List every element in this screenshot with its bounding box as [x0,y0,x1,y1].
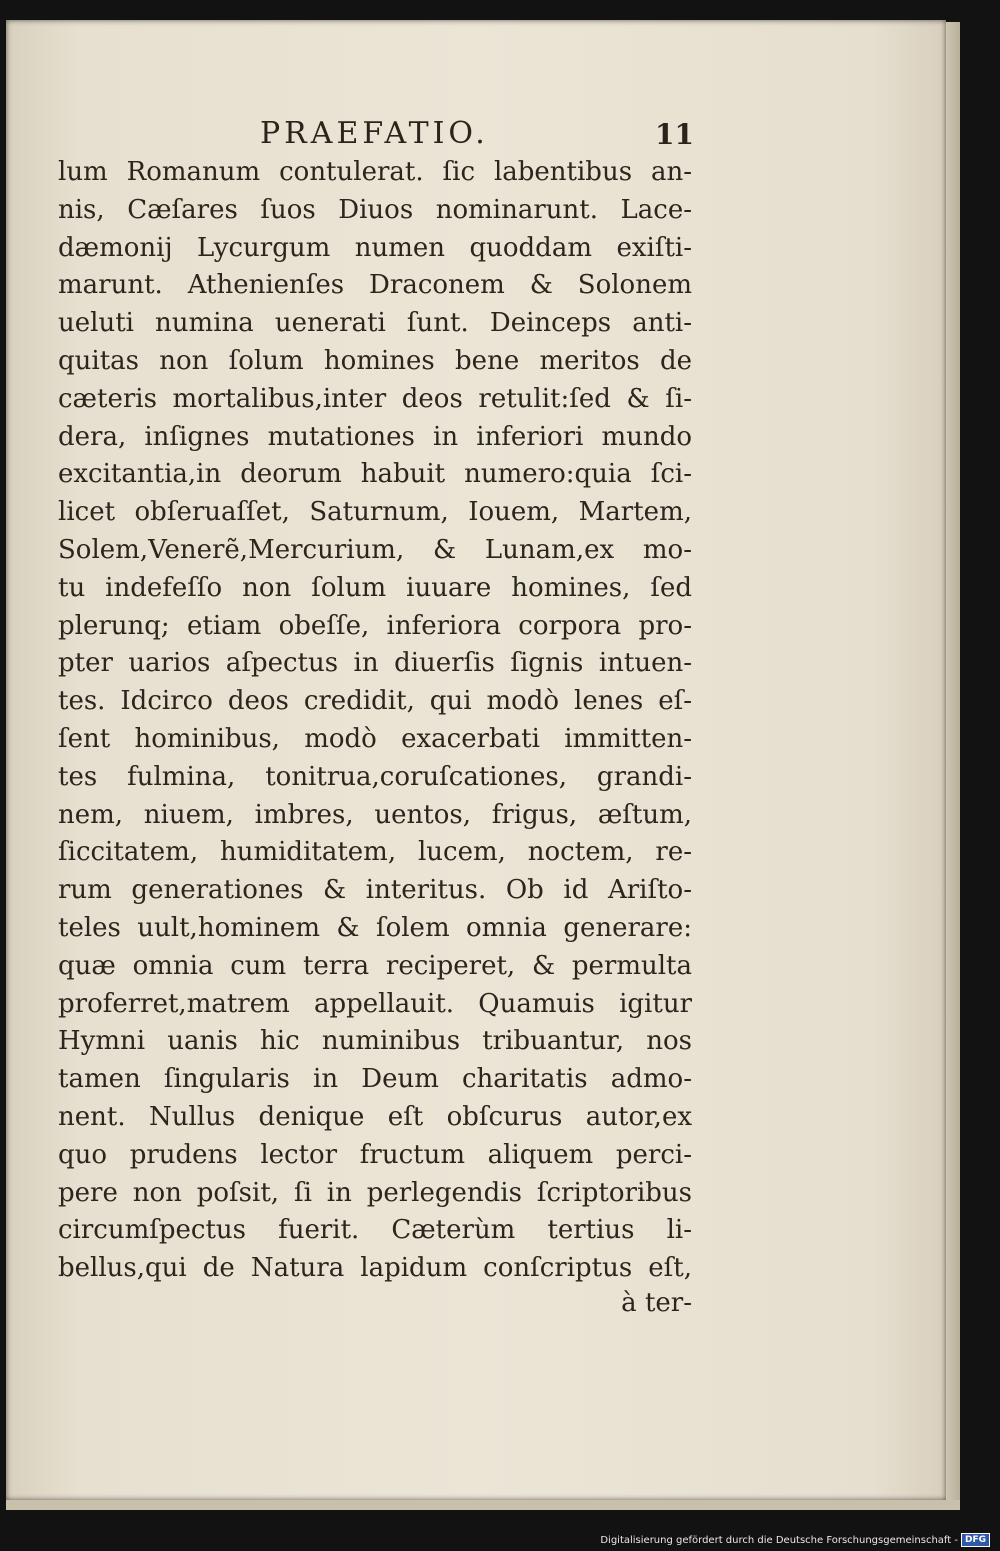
digitization-credit [600,1533,990,1547]
text-line: quitas non ſolum homines bene meritos de [58,345,692,376]
catchword: à ter- [621,1288,692,1318]
text-line: tu indefeſſo non ſolum iuuare homines, ſed [58,572,692,603]
running-head-title: PRAEFATIO. [260,116,489,151]
text-line: nem, niuem, imbres, uentos, frigus, æſtum, [58,799,692,830]
page-bottom-edge [6,1500,960,1510]
text-line: plerunq; etiam obeſſe, inferiora corpora pro- [58,610,692,641]
text-line: tes. Idcirco deos credidit, qui modò lenes eſ- [58,686,692,717]
text-line: dera, inſignes mutationes in inferiori mundo [58,421,692,452]
text-line: tes fulmina, tonitrua,coruſcationes, grandi- [58,761,692,792]
text-line: licet obſeruaſſet, Saturnum, Iouem, Martem, [58,497,692,528]
folio-number: 11 [655,118,694,151]
text-line: nent. Nullus denique eſt obſcurus autor,ex [58,1101,692,1132]
text-line: bellus,qui de Natura lapidum conſcriptus eſt, [58,1253,692,1284]
text-line: marunt. Athenienſes Draconem & Solonem [58,270,692,301]
text-line: lum Romanum contulerat. ſic labentibus an- [58,157,692,187]
text-line: ſiccitatem, humiditatem, lucem, noctem, re- [58,837,692,868]
text-line: teles uult,hominem & ſolem omnia generare: [58,912,692,943]
text-line: circumſpectus fuerit. Cæterùm tertius li- [58,1215,692,1246]
text-line: dæmonij Lycurgum numen quoddam exiſti- [58,232,692,263]
text-line: quæ omnia cum terra reciperet, & permulta [58,950,692,981]
text-line: rum generationes & interitus. Ob id Ariſto- [58,875,692,906]
credit-text: Digitalisierung gefördert durch die Deutsche Forschungsgemeinschaft - [600,1534,958,1546]
text-line: cæteris mortalibus,inter deos retulit:ſed & ſi- [58,383,692,414]
text-line: proferret,matrem appellauit. Quamuis igitur [58,988,692,1019]
text-line: pere non poſsit, ſi in perlegendis ſcriptoribus [58,1177,692,1208]
text-line: quo prudens lector fructum aliquem perci- [58,1139,692,1170]
body-text [58,154,692,1288]
text-line: tamen ſingularis in Deum charitatis admo- [58,1064,692,1095]
text-line: Solem,Venerẽ,Mercurium, & Lunam,ex mo- [58,534,692,565]
text-line: ueluti numina uenerati ſunt. Deinceps anti- [58,308,692,339]
catchword-area [58,1288,692,1326]
page-edge [946,22,960,1506]
text-line: Hymni uanis hic numinibus tribuantur, nos [58,1026,692,1057]
text-line: pter uarios aſpectus in diuerſis ſignis intuen- [58,648,692,679]
text-line: nis, Cæſares ſuos Diuos nominarunt. Lace- [58,194,692,225]
text-line: ſent hominibus, modò exacerbati immitten- [58,723,692,754]
dfg-logo-icon: DFG [961,1533,990,1547]
running-head [60,116,694,152]
text-line: excitantia,in deorum habuit numero:quia ſci- [58,459,692,490]
